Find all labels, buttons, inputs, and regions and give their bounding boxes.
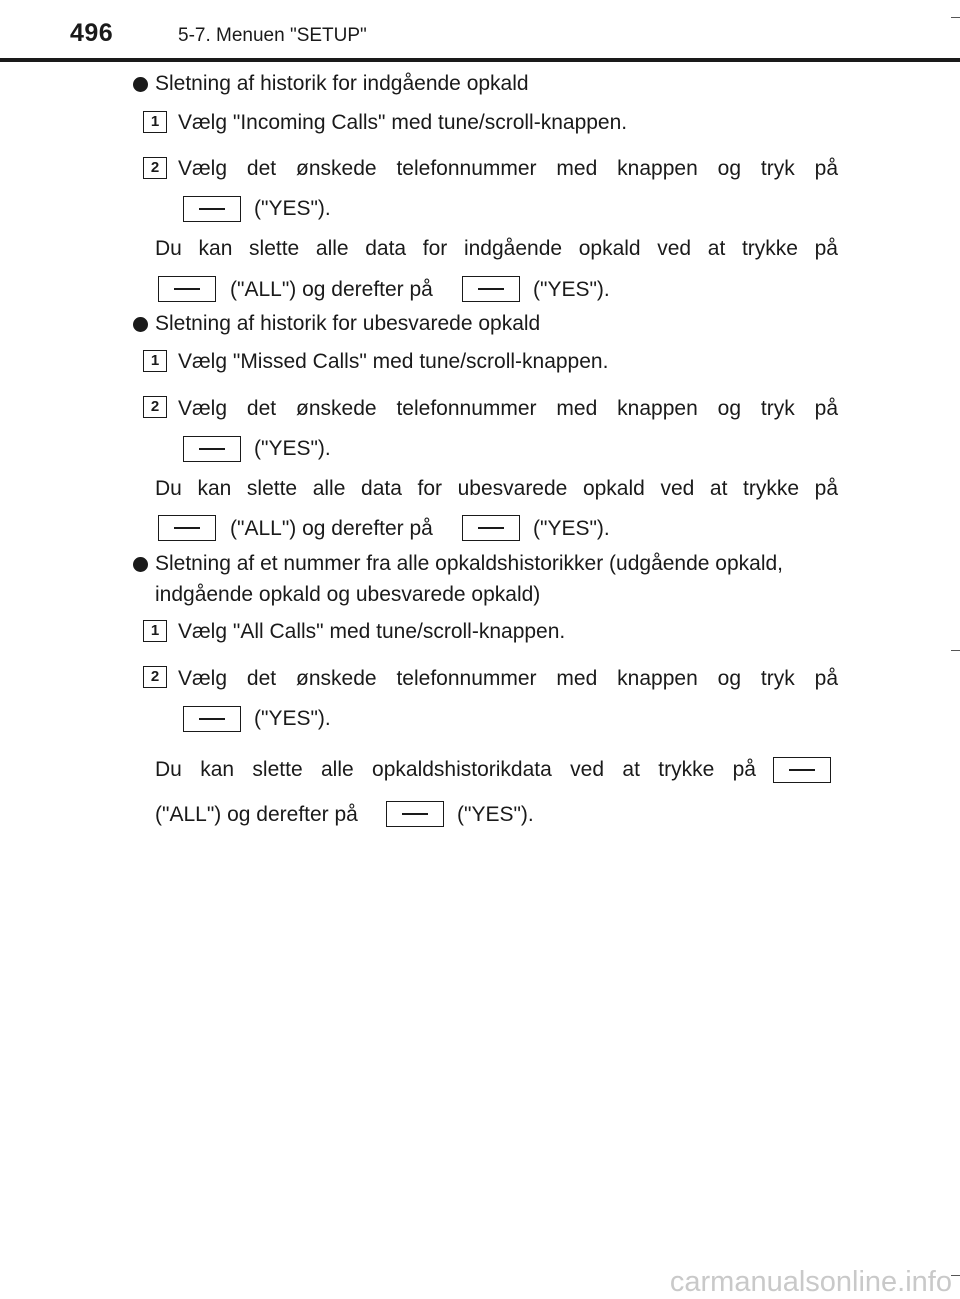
instruction-text: Du kan slette alle data for indgående opkald ved at trykke på (155, 237, 838, 260)
step-number-1: 1 (143, 350, 167, 372)
section-heading: Sletning af et nummer fra alle opkaldshistorikker (udgående opkald, (155, 552, 784, 575)
all-button[interactable] (773, 757, 831, 783)
step-text: Vælg "Missed Calls" med tune/scroll-knappen. (178, 350, 609, 373)
step-number-1: 1 (143, 111, 167, 133)
step-text: Vælg det ønskede telefonnummer med knappen og tryk på (178, 397, 838, 420)
watermark: carmanualsonline.info (669, 1266, 952, 1298)
dash-icon (789, 769, 815, 771)
button-caption: ("ALL") og derefter på (230, 517, 433, 540)
dash-icon (478, 288, 504, 290)
yes-button[interactable] (183, 196, 241, 222)
all-button[interactable] (158, 515, 216, 541)
step-text: Vælg "All Calls" med tune/scroll-knappen. (178, 620, 566, 643)
step-number-2: 2 (143, 157, 167, 179)
bullet-icon (133, 77, 148, 92)
all-button[interactable] (158, 276, 216, 302)
instruction-text: Du kan slette alle opkaldshistorikdata ved at trykke på (155, 758, 756, 781)
button-caption: ("YES"). (533, 278, 610, 301)
step-text: Vælg det ønskede telefonnummer med knappen og tryk på (178, 157, 838, 180)
button-caption: ("YES"). (457, 803, 534, 826)
dash-icon (402, 813, 428, 815)
yes-button[interactable] (183, 706, 241, 732)
button-caption: ("YES"). (254, 197, 331, 220)
section-title: 5-7. Menuen "SETUP" (178, 25, 367, 46)
button-caption: ("YES"). (533, 517, 610, 540)
crop-mark (951, 17, 960, 18)
yes-button[interactable] (462, 276, 520, 302)
step-number-1: 1 (143, 620, 167, 642)
step-text: Vælg "Incoming Calls" med tune/scroll-knappen. (178, 111, 628, 134)
yes-button[interactable] (462, 515, 520, 541)
bullet-icon (133, 557, 148, 572)
page-number: 496 (70, 19, 114, 47)
bullet-icon (133, 317, 148, 332)
section-heading-continued: indgående opkald og ubesvarede opkald) (155, 583, 541, 606)
dash-icon (174, 288, 200, 290)
instruction-text: Du kan slette alle data for ubesvarede opkald ved at trykke på (155, 477, 838, 500)
section-heading: Sletning af historik for indgående opkald (155, 72, 529, 95)
dash-icon (199, 208, 225, 210)
button-caption: ("YES"). (254, 707, 331, 730)
button-caption: ("ALL") og derefter på (155, 803, 358, 826)
yes-button[interactable] (183, 436, 241, 462)
dash-icon (478, 527, 504, 529)
dash-icon (199, 718, 225, 720)
dash-icon (174, 527, 200, 529)
button-caption: ("ALL") og derefter på (230, 278, 433, 301)
step-text: Vælg det ønskede telefonnummer med knappen og tryk på (178, 667, 838, 690)
section-heading: Sletning af historik for ubesvarede opkald (155, 312, 541, 335)
step-number-2: 2 (143, 396, 167, 418)
dash-icon (199, 448, 225, 450)
header-rule (0, 58, 960, 62)
step-number-2: 2 (143, 666, 167, 688)
button-caption: ("YES"). (254, 437, 331, 460)
yes-button[interactable] (386, 801, 444, 827)
crop-mark (951, 1275, 960, 1276)
crop-mark (951, 650, 960, 651)
